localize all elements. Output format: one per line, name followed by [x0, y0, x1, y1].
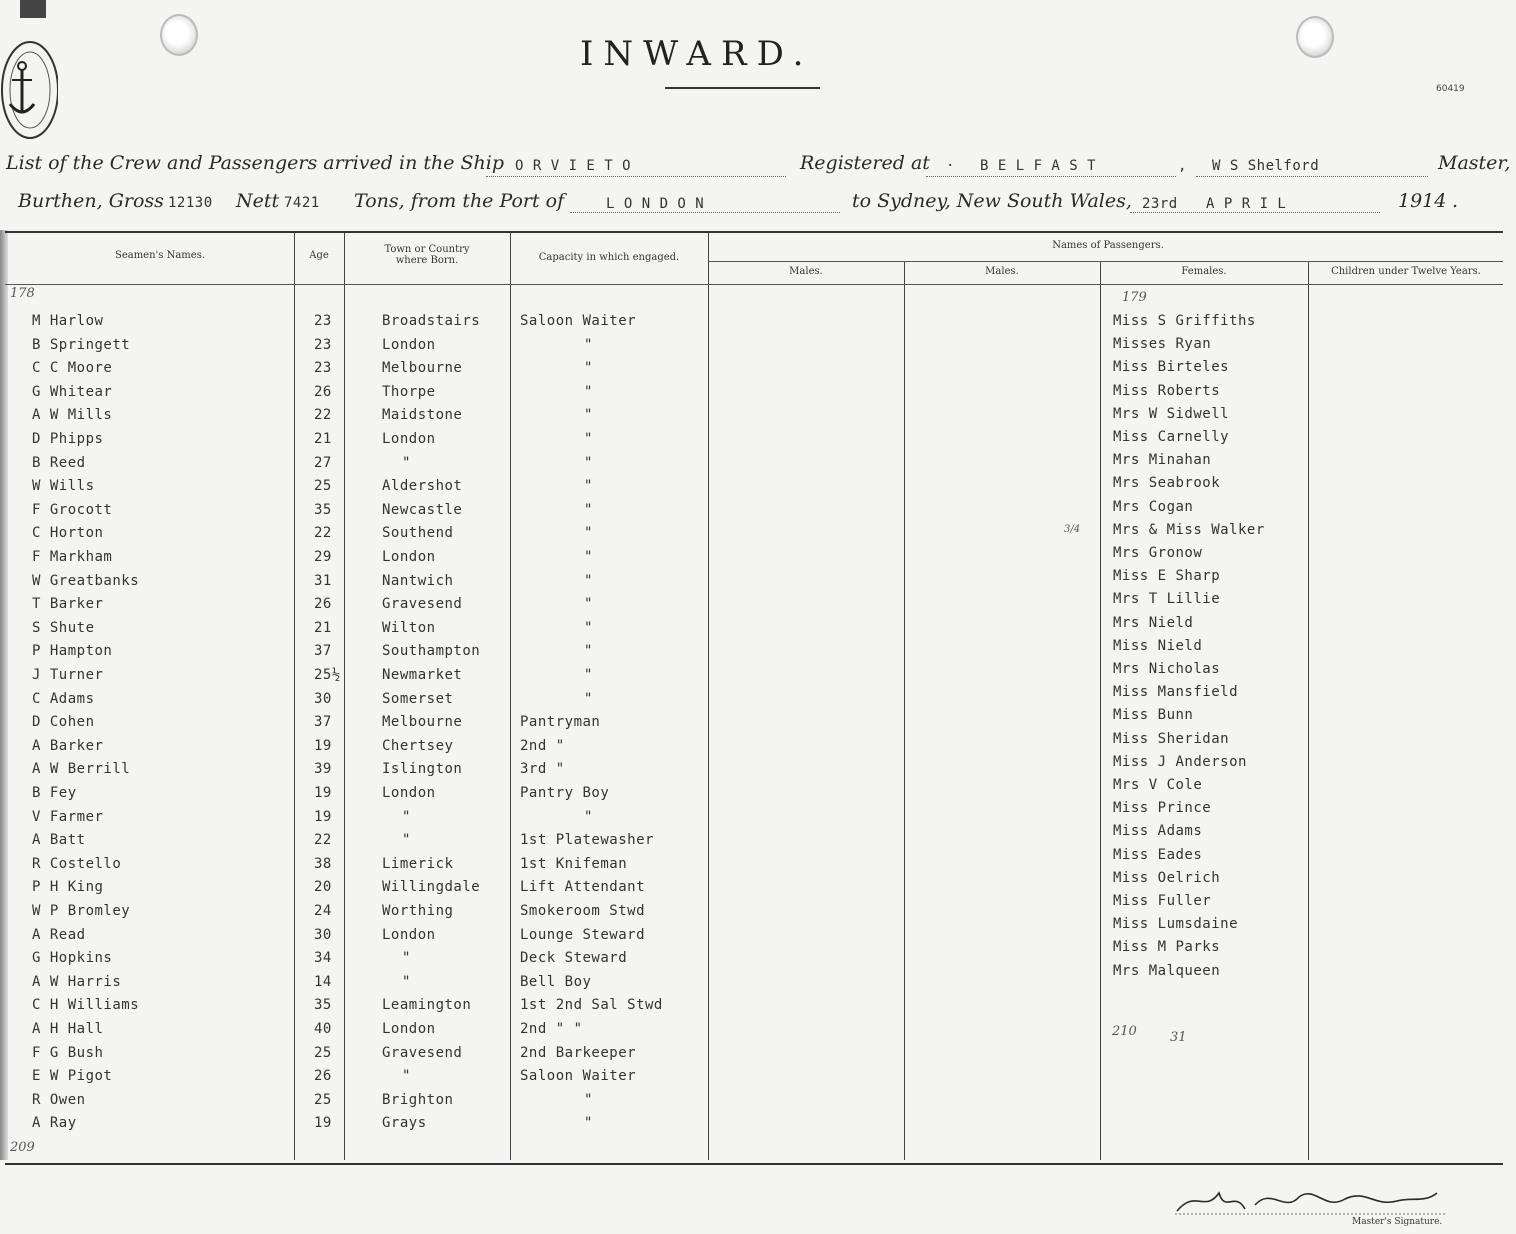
master-name: W S Shelford [1212, 158, 1320, 174]
town-header: Town or Country where Born. [384, 244, 470, 266]
female-passenger: Mrs T Lillie [1113, 591, 1221, 607]
seaman-capacity: Saloon Waiter [520, 313, 637, 329]
female-passenger: Miss Fuller [1113, 893, 1212, 909]
seaman-birthplace: Southampton [382, 643, 481, 659]
passengers-header: Names of Passengers. [1052, 240, 1164, 251]
seaman-birthplace: Somerset [382, 691, 454, 707]
table-row [0, 950, 1516, 972]
table-row [0, 1045, 1516, 1067]
seaman-name: A Ray [32, 1115, 77, 1131]
female-passenger: Mrs Malqueen [1113, 963, 1221, 979]
seaman-name: A Read [32, 927, 86, 943]
gross-tonnage: 12130 [168, 195, 213, 211]
seaman-age: 23 [314, 337, 332, 353]
passenger-subhead-rule [708, 261, 1503, 262]
female-passenger: Miss Oelrich [1113, 870, 1221, 886]
table-row [0, 360, 1516, 382]
seaman-birthplace: Broadstairs [382, 313, 481, 329]
punch-hole-right [1296, 16, 1334, 58]
form-number: 60419 [1436, 84, 1465, 94]
seaman-capacity: " [584, 455, 593, 471]
seaman-birthplace: Melbourne [382, 714, 463, 730]
seaman-capacity: " [584, 620, 593, 636]
registered-label: Registered at [800, 152, 930, 174]
seaman-age: 39 [314, 761, 332, 777]
females-header: Females. [1181, 266, 1227, 277]
seaman-name: A W Mills [32, 407, 113, 423]
arrival-day: 23rd [1142, 196, 1178, 212]
seaman-capacity: " [584, 643, 593, 659]
seaman-age: 35 [314, 997, 332, 1013]
seaman-name: R Owen [32, 1092, 86, 1108]
year-period: . [1452, 190, 1459, 212]
seaman-name: S Shute [32, 620, 95, 636]
seaman-age: 30 [314, 927, 332, 943]
table-row [0, 1068, 1516, 1090]
seaman-birthplace: Islington [382, 761, 463, 777]
seaman-birthplace: Gravesend [382, 596, 463, 612]
seaman-capacity: 3rd " [520, 761, 565, 777]
table-row [0, 384, 1516, 406]
female-passenger: Miss Eades [1113, 847, 1203, 863]
seaman-capacity: " [584, 691, 593, 707]
capacity-header: Capacity in which engaged. [538, 252, 680, 263]
seaman-age: 19 [314, 785, 332, 801]
table-row [0, 596, 1516, 618]
female-passenger: Mrs Cogan [1113, 499, 1194, 515]
page-title: INWARD. [580, 34, 814, 74]
seaman-age: 25½ [314, 667, 341, 683]
comma-mark: , [1178, 158, 1187, 174]
table-row [0, 761, 1516, 783]
seaman-name: M Harlow [32, 313, 104, 329]
seaman-name: B Reed [32, 455, 86, 471]
seaman-capacity: " [584, 1092, 593, 1108]
seaman-age: 22 [314, 525, 332, 541]
title-underline [665, 87, 820, 89]
seaman-birthplace: " [402, 832, 411, 848]
seaman-capacity: Lift Attendant [520, 879, 646, 895]
registered-port-line [926, 176, 1176, 177]
table-row [0, 879, 1516, 901]
seaman-capacity: Smokeroom Stwd [520, 903, 646, 919]
seaman-name: C Horton [32, 525, 104, 541]
seaman-age: 29 [314, 549, 332, 565]
female-passenger: Miss E Sharp [1113, 568, 1221, 584]
table-row [0, 1021, 1516, 1043]
seaman-age: 21 [314, 431, 332, 447]
table-row [0, 974, 1516, 996]
seaman-name: W Greatbanks [32, 573, 140, 589]
seaman-age: 35 [314, 502, 332, 518]
header-bottom-rule [5, 284, 1503, 285]
seaman-age: 19 [314, 809, 332, 825]
seaman-birthplace: Brighton [382, 1092, 454, 1108]
seaman-capacity: " [584, 337, 593, 353]
seaman-birthplace: Thorpe [382, 384, 436, 400]
crew-list-prefix: List of the Crew and Passengers arrived in the Ship [6, 152, 504, 174]
table-row [0, 997, 1516, 1019]
female-passenger: Mrs Gronow [1113, 545, 1203, 561]
seaman-birthplace: London [382, 549, 436, 565]
seaman-name: B Fey [32, 785, 77, 801]
seaman-birthplace: " [402, 974, 411, 990]
seaman-age: 19 [314, 738, 332, 754]
seaman-birthplace: Newmarket [382, 667, 463, 683]
seaman-name: R Costello [32, 856, 122, 872]
seaman-capacity: " [584, 525, 593, 541]
table-row [0, 832, 1516, 854]
seaman-name: T Barker [32, 596, 104, 612]
age-header: Age [309, 250, 329, 261]
seaman-capacity: Lounge Steward [520, 927, 646, 943]
fraction-annotation: 3/4 [1064, 524, 1081, 535]
seaman-capacity: " [584, 573, 593, 589]
seaman-age: 26 [314, 1068, 332, 1084]
table-row [0, 856, 1516, 878]
seaman-capacity: " [584, 478, 593, 494]
seaman-capacity: 2nd " [520, 738, 565, 754]
seaman-name: F G Bush [32, 1045, 104, 1061]
seaman-birthplace: Leamington [382, 997, 472, 1013]
female-passenger: Miss Lumsdaine [1113, 916, 1239, 932]
table-row [0, 903, 1516, 925]
seaman-name: W P Bromley [32, 903, 131, 919]
seaman-age: 31 [314, 573, 332, 589]
seaman-birthplace: London [382, 431, 436, 447]
seaman-age: 19 [314, 1115, 332, 1131]
seaman-birthplace: " [402, 455, 411, 471]
table-row [0, 643, 1516, 665]
seaman-name: A W Berrill [32, 761, 131, 777]
seaman-birthplace: Chertsey [382, 738, 454, 754]
seaman-age: 20 [314, 879, 332, 895]
tons-from-label: Tons, from the Port of [354, 190, 565, 212]
seaman-birthplace: Grays [382, 1115, 427, 1131]
seaman-capacity: " [584, 407, 593, 423]
female-passenger: Miss Nield [1113, 638, 1203, 654]
table-row [0, 337, 1516, 359]
from-port-line [570, 212, 840, 213]
female-passenger: Misses Ryan [1113, 336, 1212, 352]
seaman-age: 26 [314, 596, 332, 612]
table-row [0, 714, 1516, 736]
seaman-birthplace: Maidstone [382, 407, 463, 423]
seaman-name: C Adams [32, 691, 95, 707]
seaman-birthplace: London [382, 337, 436, 353]
female-passenger: Miss Bunn [1113, 707, 1194, 723]
seaman-age: 25 [314, 478, 332, 494]
table-row [0, 809, 1516, 831]
seaman-name: D Phipps [32, 431, 104, 447]
table-row [0, 1092, 1516, 1114]
table-row [0, 502, 1516, 524]
female-passenger: Mrs Nicholas [1113, 661, 1221, 677]
table-row [0, 573, 1516, 595]
females-count-annotation: 179 [1122, 290, 1147, 305]
seaman-birthplace: Southend [382, 525, 454, 541]
female-passenger: Miss Carnelly [1113, 429, 1230, 445]
seaman-birthplace: Wilton [382, 620, 436, 636]
seaman-age: 37 [314, 643, 332, 659]
females-total-annotation: 210 [1112, 1024, 1137, 1039]
table-row [0, 1115, 1516, 1137]
seaman-capacity: " [584, 431, 593, 447]
table-row [0, 785, 1516, 807]
seaman-birthplace: Willingdale [382, 879, 481, 895]
from-port: L O N D O N [606, 196, 705, 212]
seaman-birthplace: London [382, 785, 436, 801]
master-signature [1175, 1183, 1455, 1217]
table-row [0, 549, 1516, 571]
arrival-month: A P R I L [1206, 196, 1287, 212]
table-row [0, 478, 1516, 500]
seaman-capacity: " [584, 384, 593, 400]
table-row [0, 313, 1516, 335]
seaman-birthplace: Aldershot [382, 478, 463, 494]
table-row [0, 667, 1516, 689]
ship-name-line [486, 176, 786, 177]
children-header: Children under Twelve Years. [1331, 266, 1481, 277]
seaman-name: G Hopkins [32, 950, 113, 966]
seaman-name: A H Hall [32, 1021, 104, 1037]
seaman-capacity: 2nd Barkeeper [520, 1045, 637, 1061]
female-passenger: Mrs & Miss Walker [1113, 522, 1265, 538]
table-row [0, 738, 1516, 760]
seaman-birthplace: Gravesend [382, 1045, 463, 1061]
males-header-1: Males. [789, 266, 823, 277]
female-passenger: Miss Sheridan [1113, 731, 1230, 747]
seaman-capacity: 1st Knifeman [520, 856, 628, 872]
female-passenger: Miss J Anderson [1113, 754, 1247, 770]
seaman-age: 23 [314, 360, 332, 376]
seaman-age: 22 [314, 832, 332, 848]
seaman-age: 40 [314, 1021, 332, 1037]
registered-dot: · [946, 158, 955, 174]
seaman-capacity: " [584, 502, 593, 518]
seaman-age: 27 [314, 455, 332, 471]
seaman-capacity: Bell Boy [520, 974, 592, 990]
female-passenger: Mrs Seabrook [1113, 475, 1221, 491]
seaman-capacity: Deck Steward [520, 950, 628, 966]
board-of-trade-seal [0, 0, 58, 140]
seaman-capacity: " [584, 596, 593, 612]
seaman-name: E W Pigot [32, 1068, 113, 1084]
burthen-label: Burthen, Gross [18, 190, 164, 212]
seaman-name: P Hampton [32, 643, 113, 659]
seaman-capacity: " [584, 667, 593, 683]
seaman-capacity: Pantryman [520, 714, 601, 730]
punch-hole-left [160, 14, 198, 56]
seaman-age: 22 [314, 407, 332, 423]
count-annotation-top: 178 [10, 286, 35, 301]
seaman-capacity: 1st Platewasher [520, 832, 654, 848]
arrival-year: 1914 [1398, 190, 1447, 212]
seaman-birthplace: Melbourne [382, 360, 463, 376]
females-sub-annotation: 31 [1170, 1030, 1187, 1045]
female-passenger: Mrs V Cole [1113, 777, 1203, 793]
seaman-capacity: " [584, 1115, 593, 1131]
seaman-name: C H Williams [32, 997, 140, 1013]
seaman-capacity: 2nd " " [520, 1021, 583, 1037]
registered-port: B E L F A S T [980, 158, 1097, 174]
table-row [0, 407, 1516, 429]
female-passenger: Miss Roberts [1113, 383, 1221, 399]
seaman-capacity: Saloon Waiter [520, 1068, 637, 1084]
seaman-name: W Wills [32, 478, 95, 494]
female-passenger: Miss Birteles [1113, 359, 1230, 375]
seaman-name: A Barker [32, 738, 104, 754]
seaman-name: D Cohen [32, 714, 95, 730]
seaman-name: J Turner [32, 667, 104, 683]
seaman-capacity: " [584, 809, 593, 825]
seaman-age: 14 [314, 974, 332, 990]
seaman-name: F Markham [32, 549, 113, 565]
seaman-name: A W Harris [32, 974, 122, 990]
ship-name: O R V I E T O [515, 158, 632, 174]
seaman-capacity: 1st 2nd Sal Stwd [520, 997, 663, 1013]
seaman-birthplace: " [402, 950, 411, 966]
female-passenger: Mrs W Sidwell [1113, 406, 1230, 422]
seaman-name: V Farmer [32, 809, 104, 825]
nett-label: Nett [236, 190, 280, 212]
seaman-age: 21 [314, 620, 332, 636]
seaman-birthplace: Limerick [382, 856, 454, 872]
table-row [0, 455, 1516, 477]
seaman-birthplace: Nantwich [382, 573, 454, 589]
female-passenger: Miss Adams [1113, 823, 1203, 839]
seaman-birthplace: London [382, 1021, 436, 1037]
female-passenger: Mrs Minahan [1113, 452, 1212, 468]
seaman-age: 38 [314, 856, 332, 872]
table-row [0, 525, 1516, 547]
seaman-birthplace: " [402, 809, 411, 825]
destination-label: to Sydney, New South Wales, [852, 190, 1132, 212]
female-passenger: Miss S Griffiths [1113, 313, 1256, 329]
master-line [1196, 176, 1428, 177]
seaman-capacity: " [584, 549, 593, 565]
males-header-2: Males. [985, 266, 1019, 277]
female-passenger: Miss Prince [1113, 800, 1212, 816]
seamen-names-header: Seamen's Names. [114, 250, 206, 261]
seaman-birthplace: " [402, 1068, 411, 1084]
seaman-age: 24 [314, 903, 332, 919]
signature-caption: Master's Signature. [1352, 1217, 1443, 1227]
seaman-birthplace: Newcastle [382, 502, 463, 518]
seaman-name: A Batt [32, 832, 86, 848]
seaman-name: B Springett [32, 337, 131, 353]
table-row [0, 691, 1516, 713]
seaman-name: G Whitear [32, 384, 113, 400]
nett-tonnage: 7421 [284, 195, 320, 211]
date-line [1130, 212, 1380, 213]
table-row [0, 927, 1516, 949]
table-row [0, 620, 1516, 642]
female-passenger: Miss Mansfield [1113, 684, 1239, 700]
seaman-age: 30 [314, 691, 332, 707]
seaman-name: F Grocott [32, 502, 113, 518]
seaman-age: 25 [314, 1092, 332, 1108]
seaman-name: P H King [32, 879, 104, 895]
seaman-name: C C Moore [32, 360, 113, 376]
seaman-capacity: Pantry Boy [520, 785, 610, 801]
seaman-age: 23 [314, 313, 332, 329]
female-passenger: Miss M Parks [1113, 939, 1221, 955]
seaman-birthplace: Worthing [382, 903, 454, 919]
seaman-age: 25 [314, 1045, 332, 1061]
female-passenger: Mrs Nield [1113, 615, 1194, 631]
seaman-age: 37 [314, 714, 332, 730]
seaman-age: 26 [314, 384, 332, 400]
seaman-capacity: " [584, 360, 593, 376]
count-annotation-bottom: 209 [10, 1140, 35, 1155]
seaman-birthplace: London [382, 927, 436, 943]
master-label: Master, [1438, 152, 1511, 174]
table-row [0, 431, 1516, 453]
seaman-age: 34 [314, 950, 332, 966]
